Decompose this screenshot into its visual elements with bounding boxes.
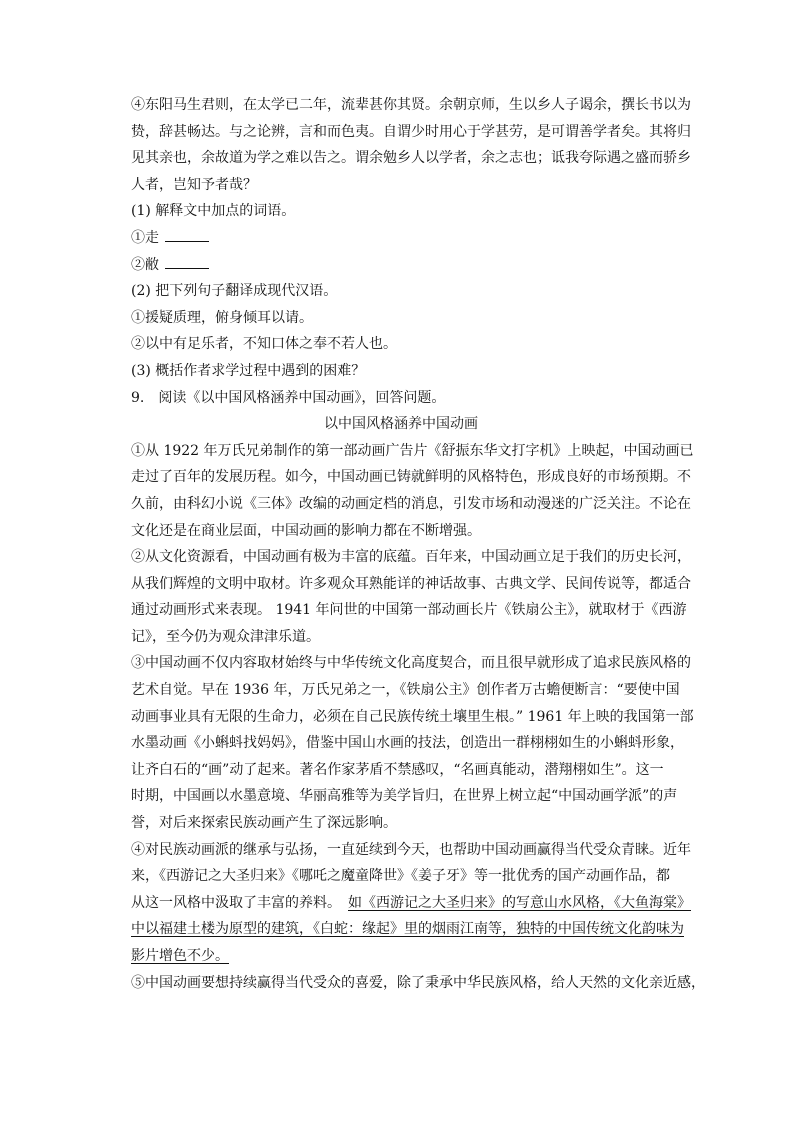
question-1-prompt: (1) 解释文中加点的词语。	[131, 203, 296, 220]
article-line: 文化还是在商业层面，中国动画的影响力都在不断增强。	[131, 522, 481, 539]
passage-line: ④东阳马生君则，在太学已二年，流辈甚你其贤。余朝京师，生以乡人子谒余，撰长书以为	[131, 97, 691, 113]
underlined-text: 如《西游记之大圣归来》的写意山水风格，《大鱼海棠》	[348, 894, 691, 911]
article-line: 水墨动画《小蝌蚪找妈妈》，借鉴中国山水画的技法，创造出一群栩栩如生的小蝌蚪形象，	[131, 735, 684, 752]
article-line: 艺术自觉。早在 1936 年，万氏兄弟之一，《铁扇公主》创作者万古蟾便断言：“要使中国	[131, 682, 680, 699]
article-line: ⑤中国动画要想持续赢得当代受众的喜爱，除了秉承中华民族风格，给人天然的文化亲近感，	[131, 974, 705, 991]
document-page	[131, 92, 705, 996]
item-label: ②敝	[131, 256, 159, 273]
underlined-line-end	[131, 943, 691, 970]
plain-text: 从这一风格中汲取了丰富的养料。	[131, 894, 334, 911]
question-3-prompt: (3) 概括作者求学过程中遇到的困难？	[131, 362, 366, 379]
answer-blank[interactable]	[165, 254, 209, 269]
article-line: 来，《西游记之大圣归来》《哪吒之魔童降世》《姜子牙》等一批优秀的国产动画作品，都	[131, 868, 670, 885]
article-line: ②从文化资源看，中国动画有极为丰富的底蕴。百年来，中国动画立足于我们的历史长河，	[131, 549, 691, 566]
article-line-with-underline	[131, 890, 691, 917]
passage-line: 人者，岂知予者哉？	[131, 176, 257, 193]
passage-line: 见其亲也，余故道为学之难以告之。谓余勉乡人以学者，余之志也；诋我夸际遇之盛而骄乡	[131, 150, 691, 167]
item-label: ①走	[131, 229, 159, 246]
article-line: 通过动画形式来表现。 1941 年问世的中国第一部动画长片《铁扇公主》，就取材于《西游	[131, 602, 687, 619]
article-line: 动画事业具有无限的生命力，必须在自己民族传统土壤里生根。” 1961 年上映的我国第一部	[131, 708, 694, 725]
article-line: 时期，中国画以水墨意境、华丽高雅等为美学旨归，在世界上树立起“中国动画学派”的声	[131, 788, 678, 805]
underlined-line: 中以福建土楼为原型的建筑，《白蛇：缘起》里的烟雨江南等，独特的中国传统文化韵味为	[131, 921, 684, 938]
question-2-prompt: (2) 把下列句子翻译成现代汉语。	[131, 283, 338, 300]
article-line: 久前，由科幻小说《三体》改编的动画定档的消息，引发市场和动漫迷的广泛关注。不论在	[131, 495, 691, 512]
article-line: ③中国动画不仅内容取材始终与中华传统文化高度契合，而且很早就形成了追求民族风格的	[131, 655, 691, 672]
passage-line: 贽，辞甚畅达。与之论辨，言和而色夷。自谓少时用心于学甚劳，是可谓善学者矣。其将归	[131, 123, 691, 140]
question-2-item-1: ①援疑质理，俯身倾耳以请。	[131, 309, 313, 326]
answer-blank[interactable]	[165, 227, 209, 242]
article-line: 记》，至今仍为观众津津乐道。	[131, 628, 320, 645]
article-line: ①从 1922 年万氏兄弟制作的第一部动画广告片《舒振东华文打字机》上映起，中国动画已	[131, 442, 694, 459]
question-1-item-2	[131, 252, 691, 279]
question-1-item-1	[131, 225, 691, 252]
article-title: 以中国风格涵养中国动画	[324, 416, 478, 433]
article-line: 走过了百年的发展历程。如今，中国动画已铸就鲜明的风格特色，形成良好的市场预期。不	[131, 469, 691, 486]
question-9-heading: 9. 阅读《以中国风格涵养中国动画》，回答问题。	[131, 389, 446, 406]
article-line: 誉，对后来探索民族动画产生了深远影响。	[131, 815, 397, 832]
question-2-item-2: ②以中有足乐者，不知口体之奉不若人也。	[131, 336, 397, 353]
article-line: 让齐白石的“画”动了起来。著名作家茅盾不禁感叹，“名画真能动，潜翔栩如生”。这一	[131, 761, 664, 778]
article-line: 从我们辉煌的文明中取材。许多观众耳熟能详的神话故事、古典文学、民间传说等，都适合	[131, 575, 691, 592]
article-line: ④对民族动画派的继承与弘扬，一直延续到今天，也帮助中国动画赢得当代受众青睐。近年	[131, 841, 691, 858]
underlined-text: 影片增色不少。	[131, 948, 229, 964]
